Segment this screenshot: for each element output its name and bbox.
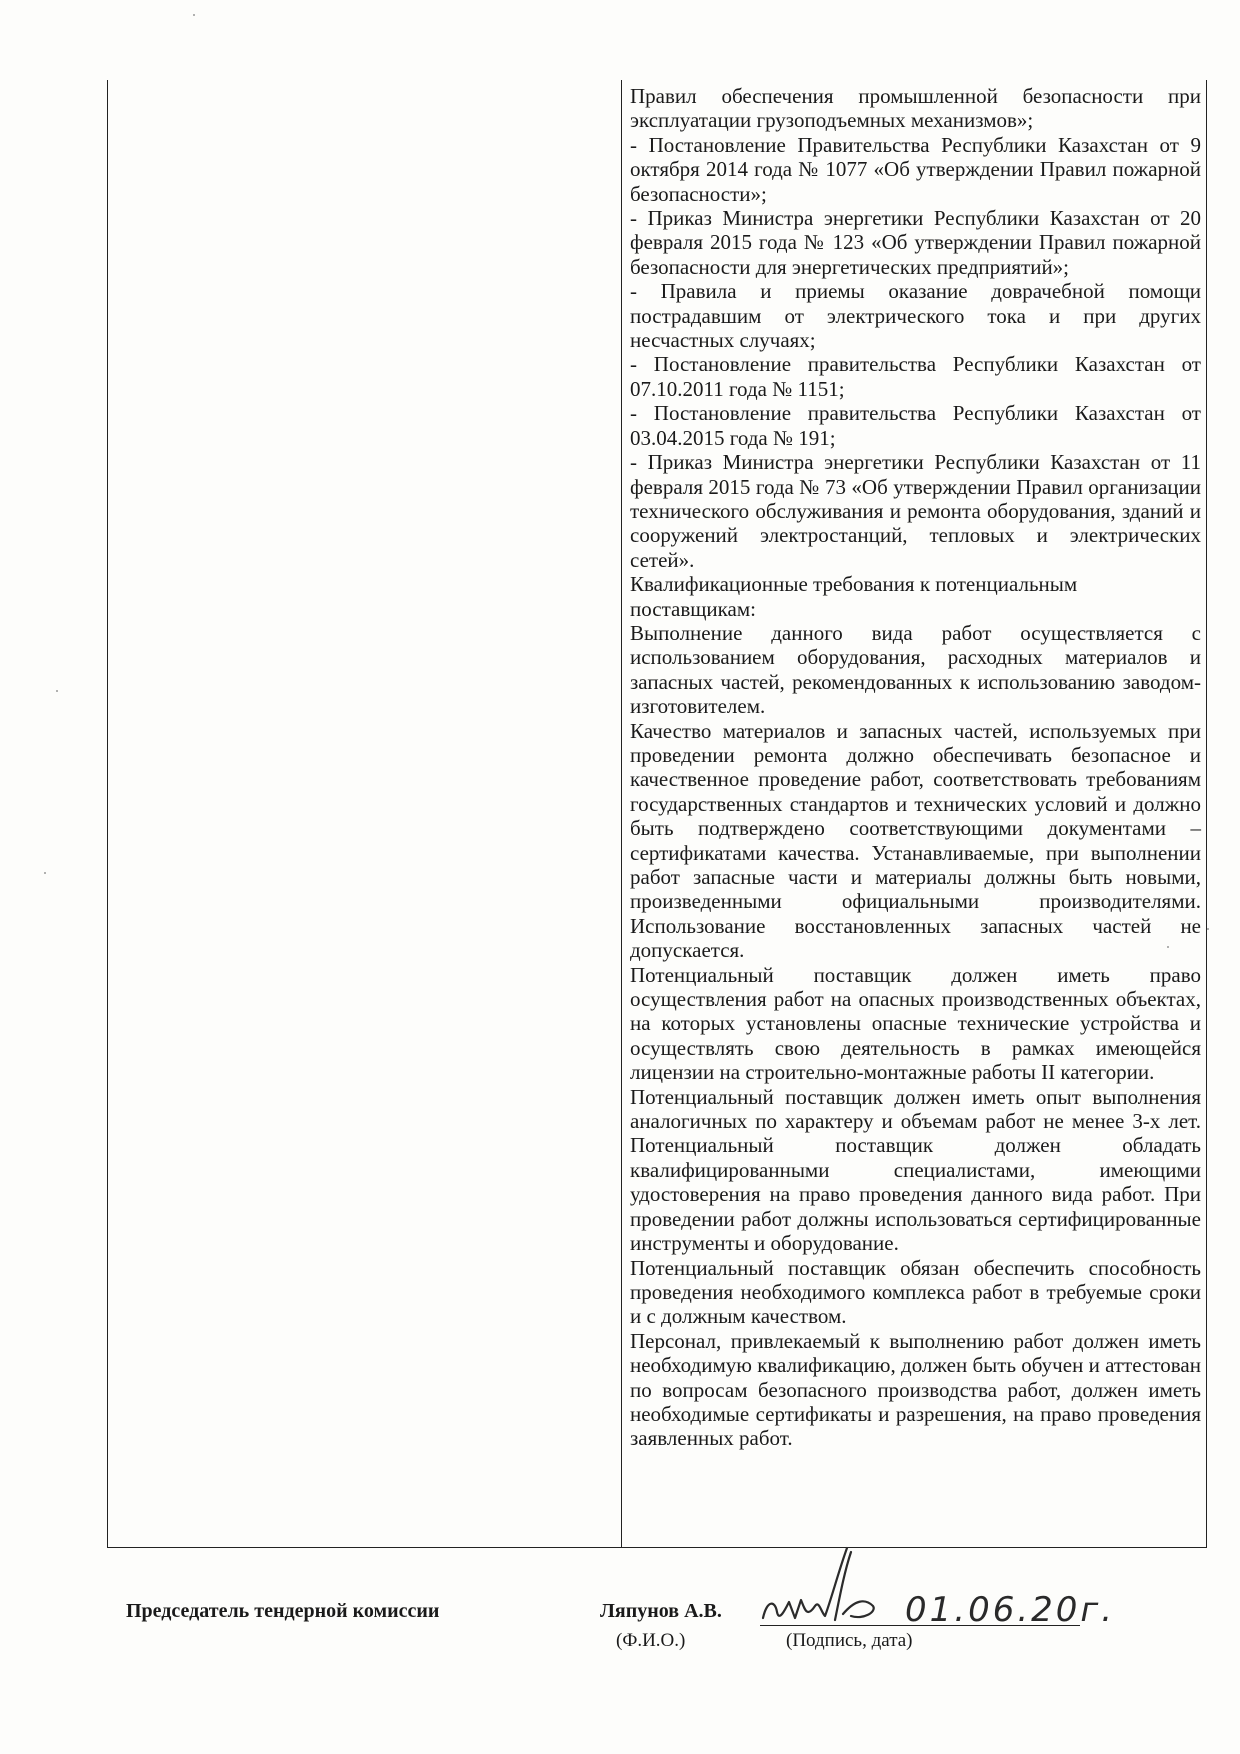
paragraph: - Постановление правительства Республики Казахстан от 03.04.2015 года № 191; — [630, 401, 1201, 450]
paragraph: Потенциальный поставщик должен иметь опыт выполнения аналогичных по характеру и объемам работ не менее 3-х лет. Потенциальный поставщик должен обладать квалифицированными специалистами, имеющими удостоверения на право проведения данного вида работ. При проведении работ должны использоваться сертифицированные инструменты и оборудование. — [630, 1084, 1201, 1256]
scan-speck — [56, 690, 58, 692]
chairman-title: Председатель тендерной комиссии — [126, 1600, 440, 1622]
paragraph: - Постановление Правительства Республики Казахстан от 9 октября 2014 года № 1077 «Об утверждении Правил пожарной безопасности»; — [630, 132, 1201, 206]
paragraph: Персонал, привлекаемый к выполнению работ должен иметь необходимую квалификацию, должен быть обучен и аттестован по вопросам безопасного производства работ, должен иметь необходимые сертификаты и разрешения, на право проведения заявленных работ. — [630, 1328, 1201, 1451]
handwritten-signature — [755, 1540, 905, 1630]
paragraph: - Приказ Министра энергетики Республики Казахстан от 20 февраля 2015 года № 123 «Об утверждении Правил пожарной безопасности для энергетических предприятий»; — [630, 206, 1201, 279]
handwritten-date: 01.06.20г. — [905, 1590, 1116, 1630]
scan-speck — [1167, 946, 1169, 948]
column-divider — [621, 80, 622, 1547]
section-heading: Квалификационные требования к потенциальным поставщикам: — [630, 572, 1078, 621]
chairman-name: Ляпунов А.В. — [600, 1600, 722, 1622]
scan-speck — [44, 872, 46, 874]
paragraph: Правил обеспечения промышленной безопасности при эксплуатации грузоподъемных механизмов»; — [630, 84, 1201, 133]
fio-caption: (Ф.И.О.) — [616, 1630, 686, 1651]
signature-caption: (Подпись, дата) — [786, 1630, 913, 1651]
paragraph: Потенциальный поставщик должен иметь право осуществления работ на опасных производственных объектах, на которых установлены опасные технические устройства и осуществлять свою деятельность в рамках имеющейся лицензии на строительно-монтажные работы II категории. — [630, 962, 1201, 1085]
requirements-cell — [630, 84, 1201, 1451]
paragraph: - Постановление правительства Республики Казахстан от 07.10.2011 года № 1151; — [630, 352, 1201, 401]
scan-speck — [193, 14, 195, 16]
paragraph: Потенциальный поставщик обязан обеспечить способность проведения необходимого комплекса работ в требуемые сроки и с должным качеством. — [630, 1255, 1201, 1329]
paragraph: Качество материалов и запасных частей, используемых при проведении ремонта должно обеспечивать безопасное и качественное проведение работ, соответствовать требованиям государственных стандартов и технических условий и должно быть подтверждено соответствующими документами – сертификатами качества. Устанавливаемые, при выполнении работ запасные части и материалы должны быть новыми, произведенными официальными производителями. Использование восстановленных запасных частей не допускается. — [630, 718, 1201, 963]
paragraph: - Приказ Министра энергетики Республики Казахстан от 11 февраля 2015 года № 73 «Об утверждении Правил организации технического обслуживания и ремонта оборудования, зданий и сооружений электростанций, тепловых и электрических сетей». — [630, 450, 1201, 572]
paragraph: Выполнение данного вида работ осуществляется с использованием оборудования, расходных материалов и запасных частей, рекомендованных к использованию заводом-изготовителем. — [630, 620, 1201, 719]
requirements-table — [107, 80, 1207, 1548]
scan-speck — [1207, 928, 1209, 930]
paragraph: - Правила и приемы оказание доврачебной помощи пострадавшим от электрического тока и при других несчастных случаях; — [630, 279, 1201, 353]
